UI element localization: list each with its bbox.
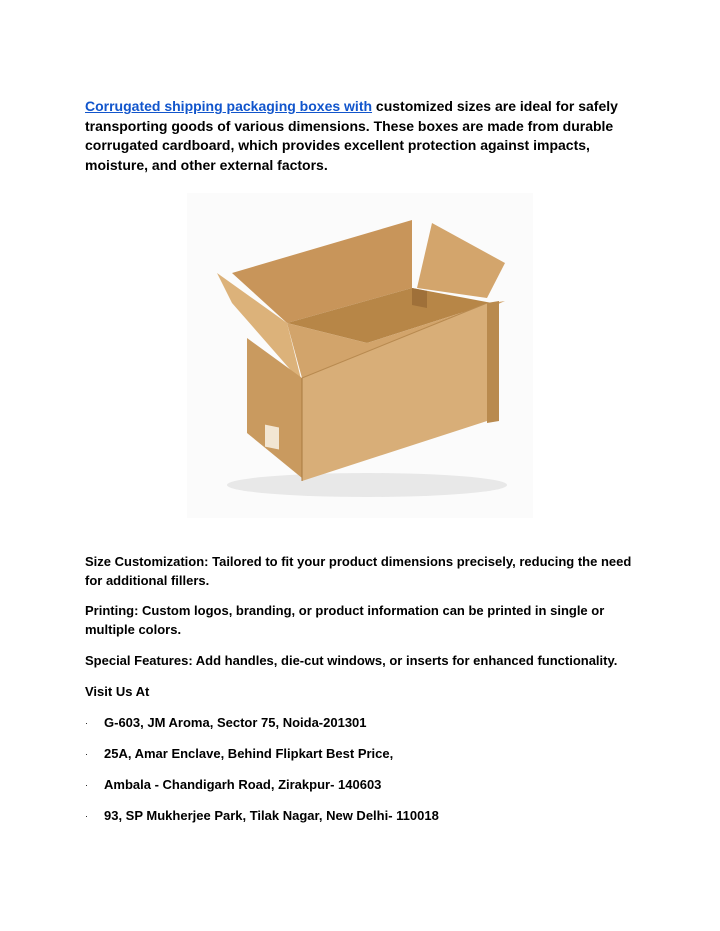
special-features-text: Special Features: Add handles, die-cut windows, or inserts for enhanced functionality. [85,653,618,668]
address-item [85,775,645,795]
address-text: G-603, JM Aroma, Sector 75, Noida-201301 [104,715,367,730]
intro-paragraph [85,97,645,175]
visit-us-heading: Visit Us At [85,684,150,699]
bullet-icon: · [85,780,88,791]
address-text: 25A, Amar Enclave, Behind Flipkart Best Price, [104,746,394,761]
address-item [85,806,645,826]
address-item [85,713,645,733]
corrugated-boxes-link[interactable]: Corrugated shipping packaging boxes with [85,98,373,114]
cardboard-box-image [187,193,533,518]
address-text: Ambala - Chandigarh Road, Zirakpur- 140603 [104,777,382,792]
bullet-icon: · [85,811,88,822]
address-text: 93, SP Mukherjee Park, Tilak Nagar, New Delhi- 110018 [104,808,439,823]
intro-text: customized sizes are ideal for safely transporting goods of various dimensions. These boxes are made from durable corrugated cardboard, which provides excellent protection against impacts, moisture, and other external factors. [85,98,618,173]
size-customization-text: Size Customization: Tailored to fit your product dimensions precisely, reducing the need for additional fillers. [85,554,632,588]
printing-text: Printing: Custom logos, branding, or product information can be printed in single or multiple colors. [85,603,605,637]
address-item [85,744,645,764]
bullet-icon: · [85,749,88,760]
bullet-icon: · [85,718,88,729]
